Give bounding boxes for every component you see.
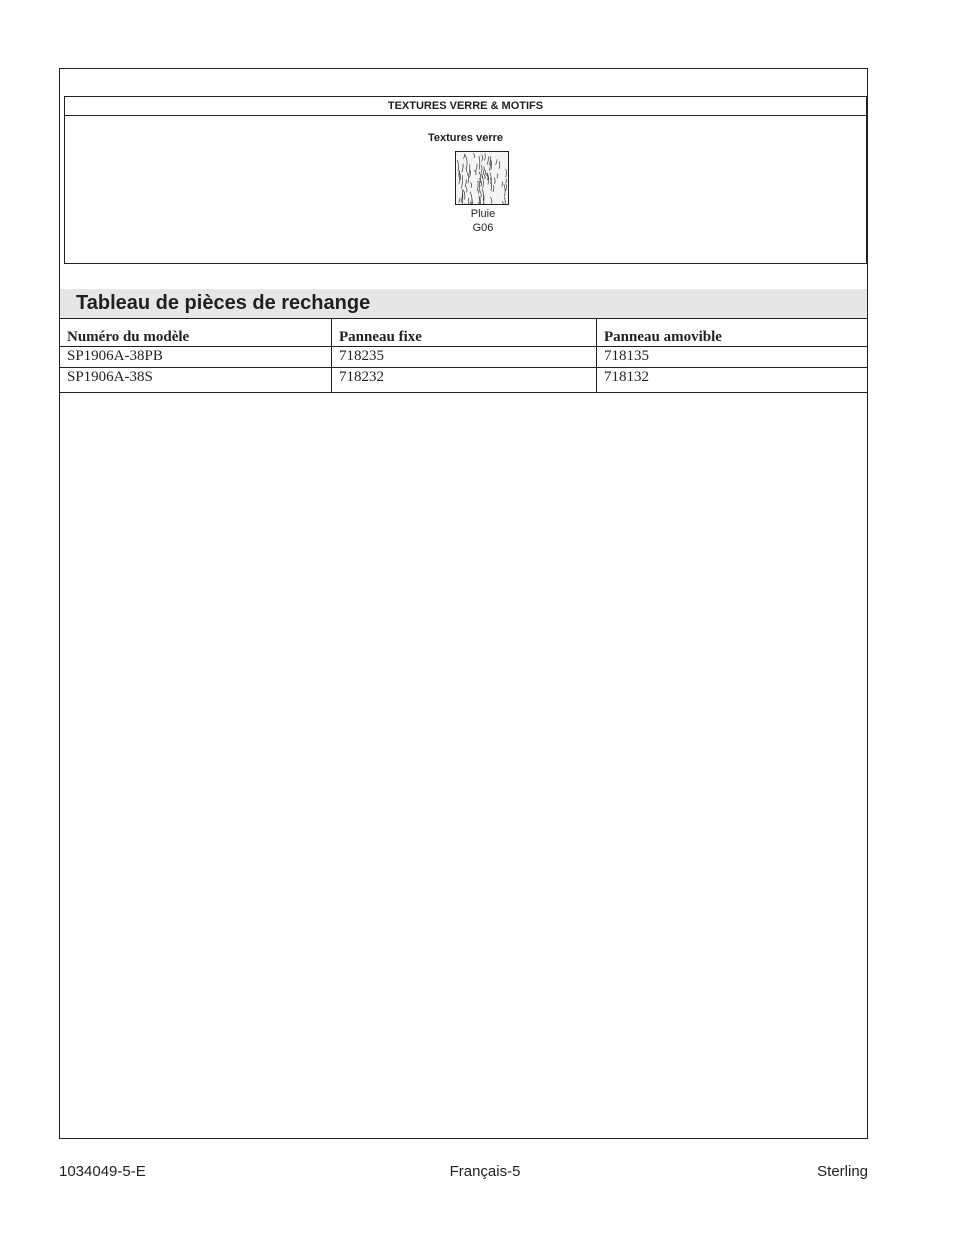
rain-glass-texture-swatch [455, 151, 509, 205]
page-frame [59, 68, 868, 1139]
rain-streak [463, 154, 464, 159]
rain-streak [465, 155, 467, 168]
rain-texture-pattern [456, 152, 508, 204]
header-removable-panel: Panneau amovible [597, 319, 868, 347]
rain-streak [480, 190, 482, 197]
glass-textures-panel [64, 96, 867, 264]
rain-streak [487, 157, 488, 165]
rain-streak [490, 197, 492, 203]
textures-header: TEXTURES VERRE & MOTIFS [65, 97, 866, 116]
swatch-name: Pluie [470, 208, 496, 220]
rain-streak [506, 169, 507, 177]
rain-streak [482, 155, 483, 162]
cell-model-number: SP1906A-38PB [60, 347, 332, 368]
rain-streak [461, 175, 462, 189]
rain-streak [484, 169, 485, 175]
cell-removable-panel: 718132 [597, 368, 868, 393]
rain-streak [502, 182, 503, 187]
header-model-number: Numéro du modèle [60, 319, 332, 347]
rain-streak [484, 153, 485, 160]
textures-subheading: Textures verre [427, 132, 503, 144]
rain-streak [479, 181, 480, 194]
replacement-parts-table [60, 318, 867, 393]
rain-streak [476, 164, 477, 172]
table-row [60, 368, 867, 393]
rain-streak [462, 164, 463, 173]
rain-streak [459, 198, 460, 203]
rain-streak [504, 197, 505, 204]
rain-streak [484, 174, 486, 179]
rain-streak [473, 153, 474, 158]
rain-streak [457, 160, 458, 171]
header-fixed-panel: Panneau fixe [332, 319, 597, 347]
swatch-code: G06 [472, 222, 494, 234]
rain-streak [464, 203, 465, 204]
footer-doc-number: 1034049-5-E [59, 1163, 146, 1180]
rain-streak [469, 164, 470, 175]
rain-streak [497, 173, 498, 178]
rain-streak [468, 198, 469, 204]
cell-removable-panel: 718135 [597, 347, 868, 368]
rain-streak [477, 181, 478, 192]
section-title-bar [60, 289, 867, 318]
rain-streak [494, 178, 495, 184]
rain-streak [482, 189, 484, 201]
rain-streak [465, 179, 466, 186]
rain-streak [491, 160, 492, 170]
rain-streak [466, 186, 467, 192]
rain-streak [479, 196, 480, 204]
footer-page-number: Français-5 [449, 1163, 521, 1180]
cell-fixed-panel: 718232 [332, 368, 597, 393]
footer-brand: Sterling [817, 1163, 868, 1180]
rain-streak [479, 156, 480, 170]
rain-streak [499, 161, 500, 168]
rain-streak [470, 182, 471, 187]
rain-streak [466, 168, 467, 172]
rain-streak [506, 184, 507, 191]
rain-streak [481, 165, 482, 173]
rain-streak [496, 159, 498, 165]
rain-streak [484, 204, 486, 205]
table-row [60, 347, 867, 368]
rain-streak [467, 173, 468, 184]
section-title: Tableau de pièces de rechange [76, 292, 371, 314]
rain-streak [502, 201, 504, 204]
table-header-row [60, 319, 867, 347]
cell-fixed-panel: 718235 [332, 347, 597, 368]
rain-streak [506, 179, 507, 183]
rain-streak [463, 190, 465, 200]
rain-streak [504, 184, 505, 196]
rain-streak [483, 167, 484, 175]
rain-streak [493, 185, 494, 192]
cell-model-number: SP1906A-38S [60, 368, 332, 393]
rain-streak [470, 202, 471, 204]
